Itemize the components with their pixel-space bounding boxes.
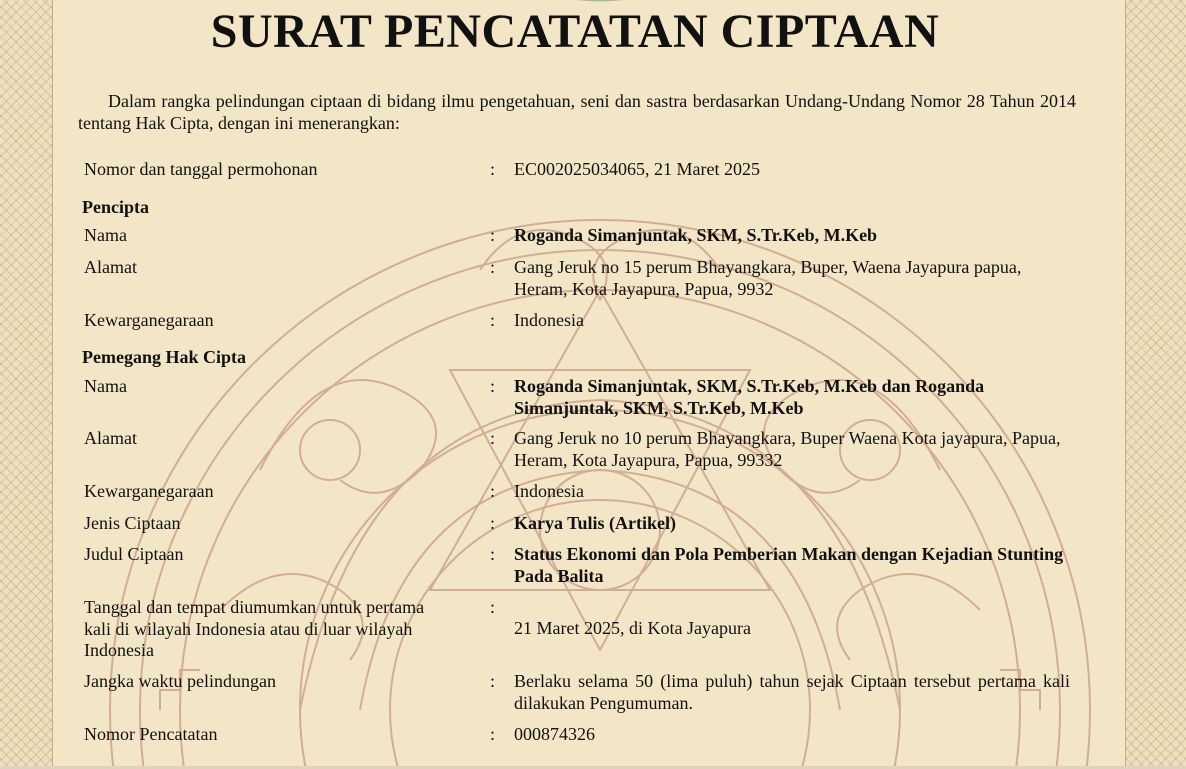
pemegang-alamat-label: Alamat	[84, 428, 137, 448]
separator: :	[490, 724, 496, 744]
decorative-border-left	[0, 0, 53, 769]
separator: :	[490, 597, 496, 617]
pencipta-nama-value: Roganda Simanjuntak, SKM, S.Tr.Keb, M.Keb	[514, 225, 878, 245]
separator: :	[490, 428, 496, 448]
permohonan-label: Nomor dan tanggal permohonan	[84, 159, 318, 179]
separator: :	[490, 159, 496, 179]
pencipta-alamat-value: Gang Jeruk no 15 perum Bhayangkara, Buper, Waena Jayapura papua, Heram, Kota Jayapura, Papua, 9932	[514, 257, 1022, 299]
pencipta-alamat-label: Alamat	[84, 257, 137, 277]
pencipta-heading: Pencipta	[82, 197, 149, 217]
separator: :	[490, 257, 496, 277]
jenis-label: Jenis Ciptaan	[84, 513, 181, 533]
pemegang-heading: Pemegang Hak Cipta	[82, 347, 246, 367]
separator: :	[490, 513, 496, 533]
pemegang-nama-value: Roganda Simanjuntak, SKM, S.Tr.Keb, M.Keb dan Roganda Simanjuntak, SKM, S.Tr.Keb, M.Keb	[514, 376, 985, 418]
jangka-value: Berlaku selama 50 (lima puluh) tahun sejak Ciptaan tersebut pertama kali dilakukan Pengumuman.	[514, 671, 1070, 713]
judul-value: Status Ekonomi dan Pola Pemberian Makan dengan Kejadian Stunting Pada Balita	[514, 544, 1064, 586]
separator: :	[490, 376, 496, 396]
separator: :	[490, 225, 496, 245]
separator: :	[490, 481, 496, 501]
pemegang-kewarganegaraan-value: Indonesia	[514, 481, 584, 501]
separator: :	[490, 671, 496, 691]
diumumkan-value: 21 Maret 2025, di Kota Jayapura	[514, 618, 751, 638]
pencipta-nama-label: Nama	[84, 225, 127, 245]
pencipta-kewarganegaraan-label: Kewarganegaraan	[84, 310, 214, 330]
pencipta-kewarganegaraan-value: Indonesia	[514, 310, 584, 330]
permohonan-value: EC002025034065, 21 Maret 2025	[514, 159, 760, 179]
document-title: SURAT PENCATATAN CIPTAAN	[210, 5, 940, 58]
pemegang-nama-label: Nama	[84, 376, 127, 396]
separator: :	[490, 310, 496, 330]
pemegang-kewarganegaraan-label: Kewarganegaraan	[84, 481, 214, 501]
nomor-value: 000874326	[514, 724, 595, 744]
separator: :	[490, 544, 496, 564]
pemegang-alamat-value: Gang Jeruk no 10 perum Bhayangkara, Buper Waena Kota jayapura, Papua, Heram, Kota Jayapura, Papua, 99332	[514, 428, 1061, 470]
judul-label: Judul Ciptaan	[84, 544, 184, 564]
jangka-label: Jangka waktu pelindungan	[84, 671, 276, 691]
jenis-value: Karya Tulis (Artikel)	[514, 513, 677, 533]
diumumkan-label: Tanggal dan tempat diumumkan untuk pertama kali di wilayah Indonesia atau di luar wilayah Indonesia	[84, 597, 425, 660]
decorative-border-right	[1125, 0, 1186, 769]
nomor-label: Nomor Pencatatan	[84, 724, 218, 744]
intro-paragraph: Dalam rangka pelindungan ciptaan di bidang ilmu pengetahuan, seni dan sastra berdasarkan Undang-Undang Nomor 28 Tahun 2014 tentang Hak Cipta, dengan ini menerangkan:	[78, 91, 1076, 133]
